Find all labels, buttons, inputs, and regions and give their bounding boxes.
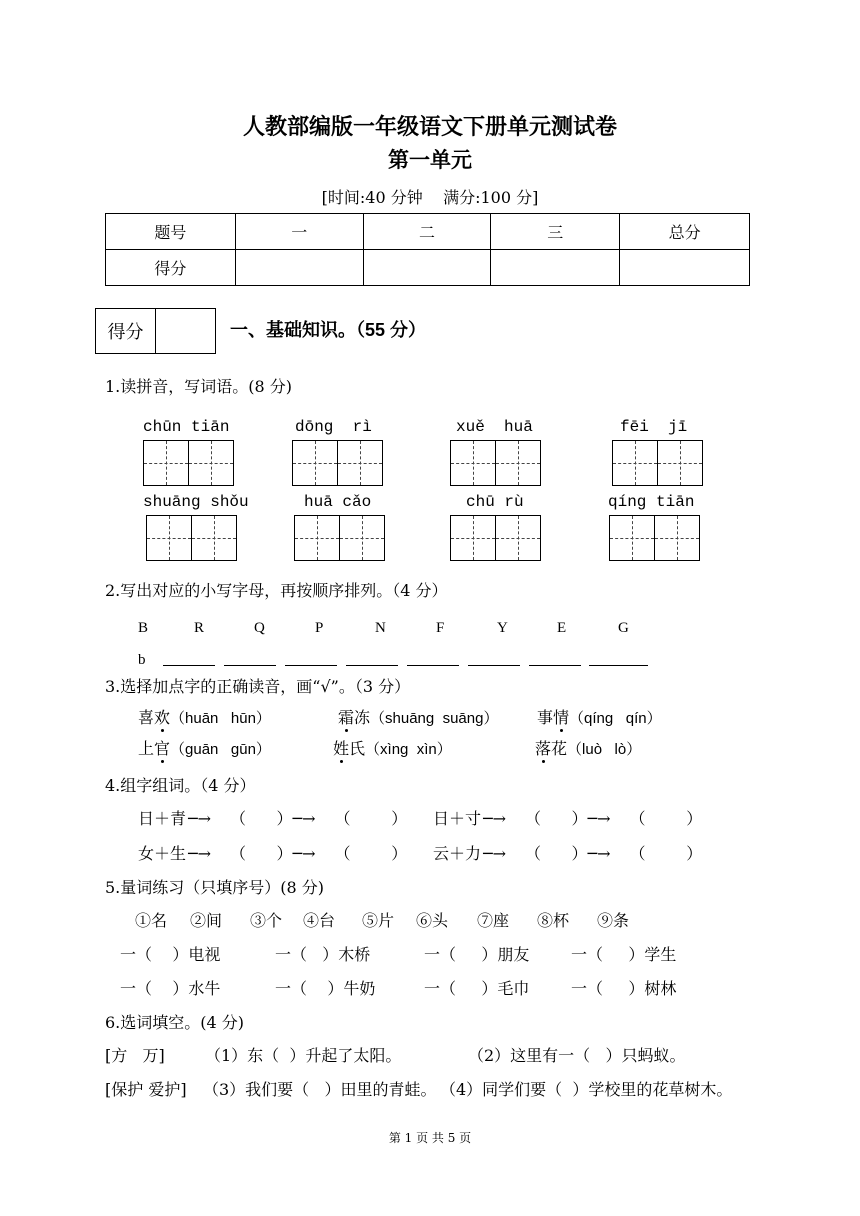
arrow-icon: ─→ [188, 844, 212, 863]
uppercase-letter: G [618, 620, 629, 636]
writing-grid [146, 515, 237, 561]
q5-blank-item: 一（ ）毛巾 [424, 979, 530, 998]
dotted-char: 情 [553, 708, 570, 727]
word-choices: [方 万] [105, 1046, 165, 1065]
q5-blank-item: 一（ ）树林 [571, 979, 677, 998]
writing-grid [292, 440, 383, 486]
writing-grid [450, 440, 541, 486]
writing-grid-cell [450, 440, 496, 486]
dotted-char: 霜 [338, 708, 355, 727]
writing-grid-cell [450, 515, 496, 561]
dotted-char: 落 [535, 739, 552, 758]
writing-grid-cell [495, 515, 541, 561]
pronunciation-options: （qíng qín） [569, 710, 662, 727]
pronunciation-options: （luò lò） [567, 741, 642, 758]
q1-pinyin: shuāng shǒu [143, 493, 249, 511]
q5-blank-item: 一（ ）学生 [571, 945, 677, 964]
writing-grid-cell [654, 515, 700, 561]
fill-sentence: （3）我们要（ ）田里的青蛙。 [203, 1080, 437, 1099]
q1-pinyin: dōng rì [295, 418, 372, 436]
word-choices: [保护 爱护] [105, 1080, 187, 1099]
writing-grid-cell [188, 440, 234, 486]
writing-grid-cell [292, 440, 338, 486]
measure-word-option: ⑨条 [597, 911, 630, 930]
writing-grid-cell [294, 515, 340, 561]
q3-title: 3.选择加点字的正确读音，画“√”。（3 分） [105, 677, 411, 696]
q5-blank-item: 一（ ）牛奶 [275, 979, 376, 998]
arrow-icon: ─→ [188, 809, 212, 828]
q5-blank-item: 一（ ）水牛 [120, 979, 221, 998]
fill-sentence: （4）同学们要（ ）学校里的花草树木。 [440, 1080, 733, 1099]
writing-grid-cell [609, 515, 655, 561]
uppercase-letter: F [436, 620, 445, 636]
q3-item: 姓氏（xìng xìn） [333, 739, 452, 758]
measure-word-option: ⑦座 [477, 911, 510, 930]
arrow-icon: ─→ [587, 809, 611, 828]
writing-grid-cell [612, 440, 658, 486]
score-table-header: 总分 [620, 214, 750, 250]
lowercase-example: b [138, 652, 146, 668]
answer-blank [163, 665, 215, 666]
q4-title: 4.组字组词。（4 分） [105, 776, 256, 795]
score-cell [491, 250, 620, 286]
answer-blank [589, 665, 648, 666]
uppercase-letter: P [315, 620, 324, 636]
section-title: 一、基础知识。（55 分） [230, 320, 427, 340]
score-table-header: 一 [235, 214, 363, 250]
answer-blank [285, 665, 337, 666]
measure-word-option: ④台 [303, 911, 336, 930]
score-table [105, 213, 750, 286]
q4-item: 云＋力 ─→ （ ）─→ （ ） [433, 844, 703, 863]
answer-blank [468, 665, 520, 666]
measure-word-option: ⑧杯 [537, 911, 570, 930]
dotted-char: 官 [154, 739, 171, 758]
uppercase-letter: B [138, 620, 149, 636]
arrow-icon: ─→ [483, 809, 507, 828]
uppercase-letter: N [375, 620, 386, 636]
arrow-icon: ─→ [483, 844, 507, 863]
answer-blank [529, 665, 581, 666]
writing-grid-cell [143, 440, 189, 486]
q1-title: 1.读拼音，写词语。(8 分) [105, 377, 293, 396]
q1-pinyin: chūn tiān [143, 418, 230, 436]
q1-pinyin: chū rù [466, 493, 524, 511]
q3-item: 上官（guān gūn） [138, 739, 271, 758]
page-title: 人教部编版一年级语文下册单元测试卷 [242, 114, 617, 140]
writing-grid-cell [495, 440, 541, 486]
q3-item: 霜冻（shuāng suāng） [338, 708, 499, 727]
writing-grid-cell [337, 440, 383, 486]
q3-item: 事情（qíng qín） [537, 708, 662, 727]
writing-grid-cell [191, 515, 237, 561]
q6-title: 6.选词填空。(4 分) [105, 1013, 245, 1032]
q1-pinyin: qíng tiān [608, 493, 695, 511]
q2-title: 2.写出对应的小写字母，再按顺序排列。（4 分） [105, 581, 448, 600]
pronunciation-options: （xìng xìn） [365, 741, 452, 758]
q5-blank-item: 一（ ）木桥 [275, 945, 371, 964]
page-subtitle: 第一单元 [388, 147, 472, 172]
score-table-header: 三 [491, 214, 620, 250]
answer-blank [407, 665, 459, 666]
score-row-label: 得分 [106, 250, 236, 286]
q5-blank-item: 一（ ）朋友 [424, 945, 530, 964]
measure-word-option: ③个 [250, 911, 283, 930]
score-table-row [106, 250, 750, 286]
dotted-char: 欢 [154, 708, 171, 727]
score-table-header: 二 [363, 214, 491, 250]
measure-word-option: ①名 [135, 911, 168, 930]
uppercase-letter: Y [497, 620, 508, 636]
fill-sentence: （2）这里有一（ ）只蚂蚁。 [468, 1046, 686, 1065]
q4-item: 女＋生 ─→ （ ）─→ （ ） [138, 844, 408, 863]
section-score-label: 得分 [96, 309, 156, 353]
q5-blank-item: 一（ ）电视 [120, 945, 221, 964]
fill-sentence: （1）东（ ）升起了太阳。 [205, 1046, 402, 1065]
dotted-char: 姓 [333, 739, 350, 758]
exam-meta: [时间:40 分钟 满分:100 分] [321, 188, 539, 207]
arrow-icon: ─→ [587, 844, 611, 863]
uppercase-letter: Q [254, 620, 265, 636]
measure-word-option: ⑥头 [416, 911, 449, 930]
score-cell [363, 250, 491, 286]
pronunciation-options: （guān gūn） [170, 741, 271, 758]
score-cell [235, 250, 363, 286]
score-cell [620, 250, 750, 286]
q1-pinyin: xuě huā [456, 418, 533, 436]
score-table-header-row [106, 214, 750, 250]
q3-item: 落花（luò lò） [535, 739, 642, 758]
writing-grid-cell [339, 515, 385, 561]
score-table-header: 题号 [106, 214, 236, 250]
uppercase-letter: R [194, 620, 205, 636]
q1-pinyin: huā cǎo [304, 493, 372, 511]
q1-pinyin: fēi jī [620, 418, 688, 436]
answer-blank [346, 665, 398, 666]
writing-grid [450, 515, 541, 561]
answer-blank [224, 665, 276, 666]
pronunciation-options: （huān hūn） [170, 710, 271, 727]
q4-item: 日＋青 ─→ （ ）─→ （ ） [138, 809, 408, 828]
writing-grid [294, 515, 385, 561]
writing-grid [143, 440, 234, 486]
q3-item: 喜欢（huān hūn） [138, 708, 271, 727]
uppercase-letter: E [557, 620, 567, 636]
q5-title: 5.量词练习（只填序号）(8 分) [105, 878, 325, 897]
arrow-icon: ─→ [292, 844, 316, 863]
pronunciation-options: （shuāng suāng） [370, 710, 499, 727]
page-footer: 第 1 页 共 5 页 [388, 1131, 472, 1145]
writing-grid-cell [657, 440, 703, 486]
writing-grid [612, 440, 703, 486]
measure-word-option: ②间 [190, 911, 223, 930]
measure-word-option: ⑤片 [362, 911, 395, 930]
arrow-icon: ─→ [292, 809, 316, 828]
q4-item: 日＋寸 ─→ （ ）─→ （ ） [433, 809, 703, 828]
writing-grid [609, 515, 700, 561]
section-score-box [95, 308, 216, 354]
writing-grid-cell [146, 515, 192, 561]
